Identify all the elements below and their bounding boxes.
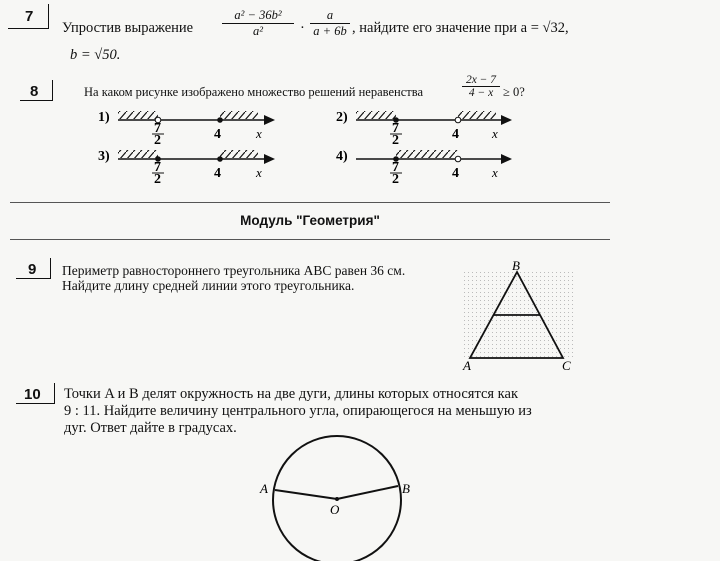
number-line-option-4[interactable] bbox=[336, 149, 512, 187]
problem-7-line-2: b = √50. bbox=[70, 47, 121, 63]
option-2-right-hatch bbox=[458, 111, 496, 119]
triangle-figure bbox=[462, 258, 574, 373]
option-4-two: 2 bbox=[392, 172, 399, 187]
option-4-seven: 7 bbox=[392, 160, 399, 175]
option-3-left-hatch bbox=[118, 150, 158, 158]
option-2-seven: 7 bbox=[392, 121, 399, 136]
center-point bbox=[335, 497, 339, 501]
point-b-label: B bbox=[402, 481, 410, 496]
problem-8-relation: ≥ 0? bbox=[503, 85, 525, 99]
option-2-left-hatch bbox=[356, 111, 396, 119]
problem-8-number: 8 bbox=[30, 83, 39, 100]
point-a-label: A bbox=[260, 481, 268, 496]
option-2-arrow bbox=[501, 115, 512, 125]
option-4-label: 4) bbox=[336, 149, 348, 164]
problem-7-number: 7 bbox=[25, 8, 34, 25]
radius-oa bbox=[275, 490, 337, 499]
option-2-two: 2 bbox=[392, 133, 399, 148]
circle-figure bbox=[259, 436, 410, 561]
option-2-label: 2) bbox=[336, 110, 348, 125]
option-1-seven: 7 bbox=[154, 121, 161, 136]
problem-9-line-1: Периметр равностороннего треугольника ABC равен 36 см. bbox=[62, 263, 406, 278]
fraction-1-denominator: a² bbox=[222, 23, 294, 39]
vertex-c-label: C bbox=[562, 358, 571, 373]
option-3-point-four bbox=[217, 156, 223, 162]
number-line-option-2[interactable] bbox=[336, 110, 512, 148]
option-4-four: 4 bbox=[452, 166, 459, 181]
option-3-right-hatch bbox=[220, 150, 258, 158]
fraction-2-denominator: a + 6b bbox=[310, 23, 350, 39]
option-3-label: 3) bbox=[98, 149, 110, 164]
option-3-two: 2 bbox=[154, 172, 161, 187]
problem-9-number: 9 bbox=[28, 261, 37, 278]
option-4-middle-hatch bbox=[396, 150, 458, 158]
number-line-option-1[interactable] bbox=[98, 110, 275, 148]
problem-9-line-2: Найдите длину средней линии этого треугольника. bbox=[62, 278, 355, 293]
problem-7-dot: · bbox=[300, 20, 305, 36]
problem-8-fraction-denominator: 4 − x bbox=[462, 86, 500, 99]
option-1-four: 4 bbox=[214, 127, 221, 142]
option-3-four: 4 bbox=[214, 166, 221, 181]
problem-10-line-3: дуг. Ответ дайте в градусах. bbox=[64, 420, 237, 436]
module-title: Модуль "Геометрия" bbox=[240, 213, 380, 228]
option-4-x: x bbox=[492, 165, 498, 180]
option-2-x: x bbox=[492, 126, 498, 141]
option-2-four: 4 bbox=[452, 127, 459, 142]
option-1-label: 1) bbox=[98, 110, 110, 125]
option-4-arrow bbox=[501, 154, 512, 164]
problem-10-line-1: Точки A и B делят окружность на две дуги, длины которых относятся как bbox=[64, 386, 518, 402]
option-1-x: x bbox=[256, 126, 262, 141]
problem-7-text-before: Упростив выражение bbox=[62, 20, 194, 36]
problem-8-text: На каком рисунке изображено множество решений неравенства bbox=[84, 85, 423, 99]
radius-ob bbox=[337, 486, 398, 499]
option-2-point-four bbox=[455, 117, 461, 123]
option-3-x: x bbox=[256, 165, 262, 180]
option-3-arrow bbox=[264, 154, 275, 164]
separator-top bbox=[10, 202, 610, 203]
option-1-point-four bbox=[217, 117, 223, 123]
separator-bottom bbox=[10, 239, 610, 240]
fraction-2-numerator: a bbox=[326, 8, 334, 22]
option-1-right-hatch bbox=[220, 111, 258, 119]
vertex-a-label: A bbox=[463, 358, 471, 373]
problem-7-text-after: , найдите его значение при a = √32, bbox=[352, 20, 569, 36]
option-1-arrow bbox=[264, 115, 275, 125]
option-1-left-hatch bbox=[118, 111, 158, 119]
fraction-1-numerator: a² − 36b² bbox=[234, 8, 282, 22]
problem-10-line-2: 9 : 11. Найдите величину центрального угла, опирающегося на меньшую из bbox=[64, 403, 532, 419]
problem-10-number: 10 bbox=[24, 386, 41, 403]
vertex-b-label: B bbox=[512, 258, 520, 273]
option-4-point-four bbox=[455, 156, 461, 162]
number-line-option-3[interactable] bbox=[98, 149, 275, 187]
center-o-label: O bbox=[330, 502, 340, 517]
option-1-two: 2 bbox=[154, 133, 161, 148]
option-3-seven: 7 bbox=[154, 160, 161, 175]
problem-8-fraction-numerator: 2x − 7 bbox=[465, 74, 497, 86]
